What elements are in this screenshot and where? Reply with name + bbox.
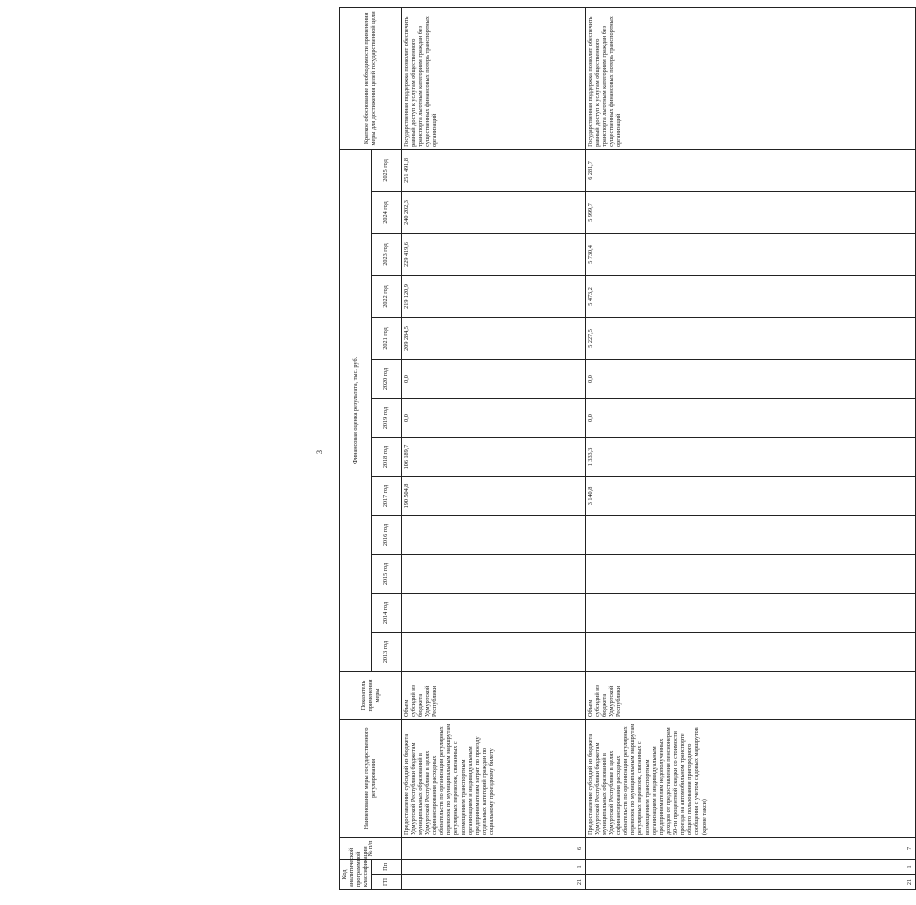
year-header: 2017 год bbox=[371, 476, 401, 515]
row-number: 7 bbox=[585, 837, 915, 859]
table-row bbox=[401, 7, 585, 889]
year-value: 209 284,5 bbox=[401, 317, 585, 359]
rationale-header: Краткое обоснование необходимости применения меры для достижения целей государственной цели bbox=[340, 7, 402, 149]
year-value bbox=[585, 632, 915, 671]
number-header: № п/п bbox=[340, 837, 402, 859]
year-header: 2023 год bbox=[371, 233, 401, 275]
pp-header: Пп bbox=[371, 859, 401, 874]
gp-code: 21 bbox=[401, 875, 585, 890]
gp-code: 21 bbox=[585, 875, 915, 890]
measure-indicator: Объем субсидий из бюджета Удмуртской Республики bbox=[585, 671, 915, 719]
year-value: 0,0 bbox=[585, 359, 915, 398]
year-value bbox=[401, 593, 585, 632]
financial-estimate-header: Финансовая оценка результата, тыс. руб. bbox=[340, 149, 372, 671]
year-value bbox=[401, 632, 585, 671]
year-value: 229 419,6 bbox=[401, 233, 585, 275]
gp-header: ГП bbox=[371, 875, 401, 890]
year-header: 2021 год bbox=[371, 317, 401, 359]
year-header: 2014 год bbox=[371, 593, 401, 632]
year-value: 5 473,2 bbox=[585, 275, 915, 317]
year-value bbox=[585, 554, 915, 593]
year-value bbox=[585, 593, 915, 632]
year-value bbox=[585, 515, 915, 554]
name-header: Наименование меры государственного регулирования bbox=[340, 719, 402, 837]
year-value: 240 202,3 bbox=[401, 191, 585, 233]
measure-indicator: Объем субсидий из бюджета Удмуртской Республики bbox=[401, 671, 585, 719]
year-value: 0,0 bbox=[401, 398, 585, 437]
pp-code: 1 bbox=[585, 859, 915, 874]
year-value: 219 120,9 bbox=[401, 275, 585, 317]
measure-rationale: Государственная поддержка позволит обеспечить равный доступ к услугам общественного транспорта льготным категориям граждан без существенных финансовых потерь транспортных организаций bbox=[585, 7, 915, 149]
measure-rationale: Государственная поддержка позволит обеспечить равный доступ к услугам общественного транспорта льготным категориям граждан без существенных финансовых потерь транспортных организаций bbox=[401, 7, 585, 149]
year-value: 5 730,4 bbox=[585, 233, 915, 275]
row-number: 6 bbox=[401, 837, 585, 859]
year-header: 2025 год bbox=[371, 149, 401, 191]
regulation-measures-table bbox=[339, 7, 916, 890]
year-value: 0,0 bbox=[401, 359, 585, 398]
year-value: 5 999,7 bbox=[585, 191, 915, 233]
year-value: 251 491,8 bbox=[401, 149, 585, 191]
rotated-sheet bbox=[309, 11, 914, 892]
year-header: 2020 год bbox=[371, 359, 401, 398]
year-value bbox=[401, 554, 585, 593]
year-value: 5 227,5 bbox=[585, 317, 915, 359]
year-value: 106 189,7 bbox=[401, 437, 585, 476]
table-row bbox=[585, 7, 915, 889]
indicator-header: Показатель применения меры bbox=[340, 671, 402, 719]
year-header: 2013 год bbox=[371, 632, 401, 671]
year-value: 3 140,8 bbox=[585, 476, 915, 515]
year-header: 2024 год bbox=[371, 191, 401, 233]
pp-code: 1 bbox=[401, 859, 585, 874]
year-value: 0,0 bbox=[585, 398, 915, 437]
year-header: 2015 год bbox=[371, 554, 401, 593]
year-header: 2022 год bbox=[371, 275, 401, 317]
measure-name: Предоставление субсидий из бюджета Удмуртской Республики бюджетам муниципальных образований в Удмуртской Республике в целях софинансирования расходных обязательств по организации регулярных перевозок по муниципальным маршрутам регулярных перевозок, связанных с возмещением транспортным организациям и индивидуальным предпринимателям недополученных доходов от предоставления пенсионерам 50-ти процентной скидки со стоимости проезда на автомобильном транспорте общего пользования пригородного сообщения с учетом садовых маршрутов (кроме такси) bbox=[585, 719, 915, 837]
year-header: 2019 год bbox=[371, 398, 401, 437]
year-value: 190 504,8 bbox=[401, 476, 585, 515]
page-number: 3 bbox=[315, 450, 324, 454]
year-value bbox=[401, 515, 585, 554]
year-value: 1 333,3 bbox=[585, 437, 915, 476]
code-group-header: Код аналитической программной классификации bbox=[340, 859, 372, 889]
year-value: 6 281,7 bbox=[585, 149, 915, 191]
year-header: 2016 год bbox=[371, 515, 401, 554]
measure-name: Предоставление субсидий из бюджета Удмуртской Республики бюджетам муниципальных образований в Удмуртской Республике в целях софинансирования расходных обязательств по организации регулярных перевозок по муниципальным маршрутам регулярных перевозок, связанных с возмещением транспортным организациям и индивидуальным предпринимателям затрат по проезду отдельных категорий граждан по социальному проездному билету bbox=[401, 719, 585, 837]
year-header: 2018 год bbox=[371, 437, 401, 476]
